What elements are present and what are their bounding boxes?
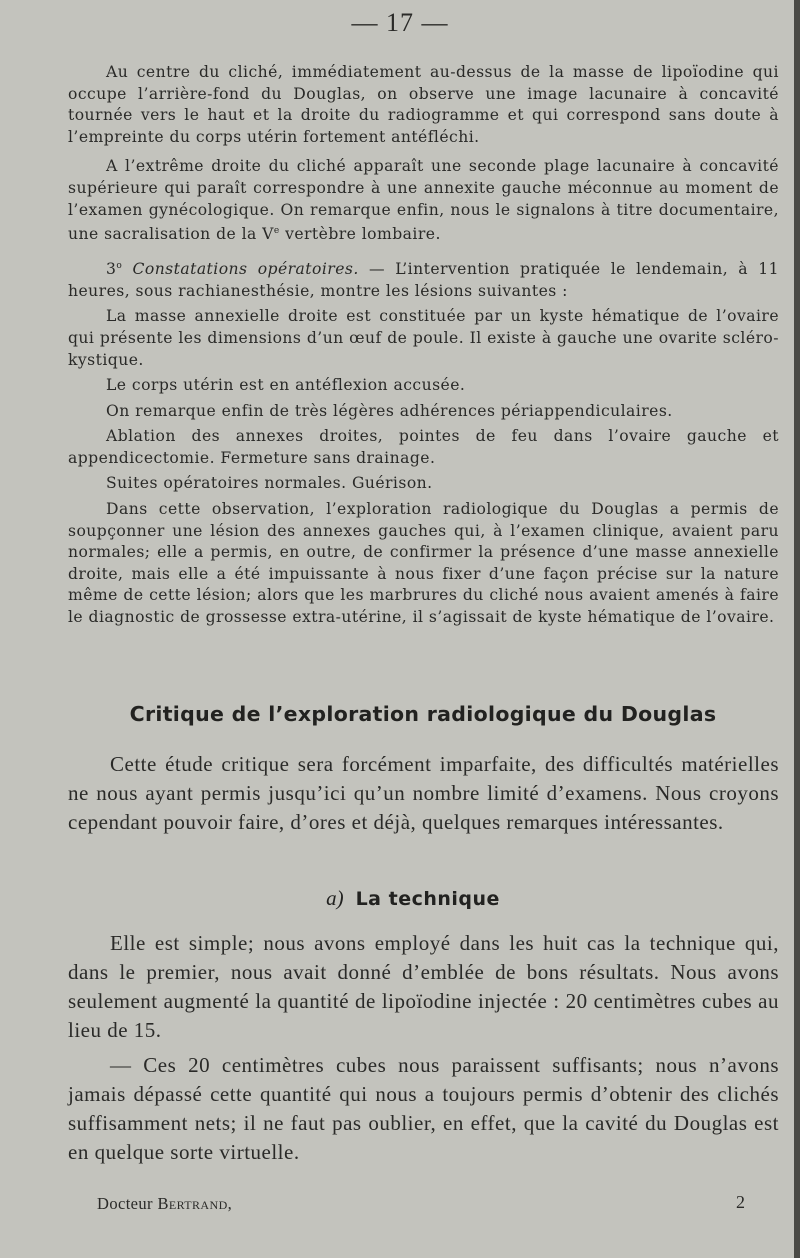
section-heading: Critique de l’exploration radiologique du Douglas (129, 702, 717, 726)
page-number: — 17 — (351, 8, 449, 37)
superscript: e (273, 226, 280, 237)
paragraph: Dans cette observation, l’exploration radiologique du Douglas a permis de soupçonner une lésion des annexes gauches qui, à l’examen clinique, avaient paru normales; elle a permis, en outre, de confirmer la présence d’une masse annexielle droite, mais elle a été impuissante à nous fixer d’une façon précise sur la nature même de cette lésion; alors que les marbrures du cliché nous avaient amenés à faire le diagnostic de grossesse extra-utérine, il s’agissait de kyste hématique de l’ovaire. (68, 500, 779, 627)
page-edge-shadow (794, 0, 800, 1258)
paragraph: Elle est simple; nous avons employé dans les huit cas la technique qui, dans le premier, nous avait donné d’emblée de bons résultats. Nous avons seulement augmenté la quantité de lipoïodine injectée : 20 centimètres cubes au lieu de 15. (68, 931, 779, 1042)
subsection-title: Constatations opératoires. (132, 260, 359, 279)
subsection-title: La technique (355, 888, 500, 910)
technique-text (68, 929, 779, 1173)
subsection-heading (0, 886, 800, 911)
paragraph: — Ces 20 centimètres cubes nous paraissent suffisants; nous n’avons jamais dépassé cette quantité qui nous a toujours permis d’obtenir des clichés suffisamment nets; il ne faut pas oublier, en effet, que la cavité du Douglas est en quelque sorte virtuelle. (68, 1053, 779, 1164)
paragraph: Cette étude critique sera forcément imparfaite, des difficultés matérielles ne nous ayant permis jusqu’ici qu’un nombre limité d’examens. Nous croyons cependant pouvoir faire, d’ores et déjà, quelques remarques intéressantes. (68, 752, 779, 834)
paragraph: Suites opératoires normales. Guérison. (106, 474, 433, 493)
paragraph-operative-findings: 3$^o$ Constatations opératoires. — L’intervention pratiquée le lendemain, à 11 heures, sous rachianesthésie, montre les lésions suivantes : (68, 260, 779, 300)
paragraph: La masse annexielle droite est constituée par un kyste hématique de l’ovaire qui présente les dimensions d’un œuf de poule. Il existe à gauche une ovarite scléro-kystique. (68, 307, 779, 369)
paragraph: Ablation des annexes droites, pointes de feu dans l’ovaire gauche et appendicectomie. Fermeture sans drainage. (68, 427, 779, 467)
footer-sheet-number: 2 (736, 1192, 745, 1212)
observation-text (68, 62, 779, 633)
paragraph: On remarque enfin de très légères adhérences périappendiculaires. (106, 401, 673, 420)
critique-text (68, 750, 779, 843)
paragraph: Le corps utérin est en antéflexion accusée. (106, 376, 466, 395)
paragraph: Au centre du cliché, immédiatement au-dessus de la masse de lipoïodine qui occupe l’arrière-fond du Douglas, on observe une image lacunaire à concavité tournée vers le haut et la droite du radiogramme et qui correspond sans doute à l’empreinte du corps utérin fortement antéfléchi. (68, 63, 779, 146)
subsection-label: a) (326, 886, 344, 910)
footer-author: Docteur Bertrand, (97, 1194, 233, 1213)
paragraph: A l’extrême droite du cliché apparaît une seconde plage lacunaire à concavité supérieure qui paraît correspondre à une annexite gauche méconnue au moment de l’examen gynécologique. On remarque enfin, nous le signalons à titre documentaire, une sacralisation de la Ve vertèbre lombaire. (68, 157, 779, 244)
